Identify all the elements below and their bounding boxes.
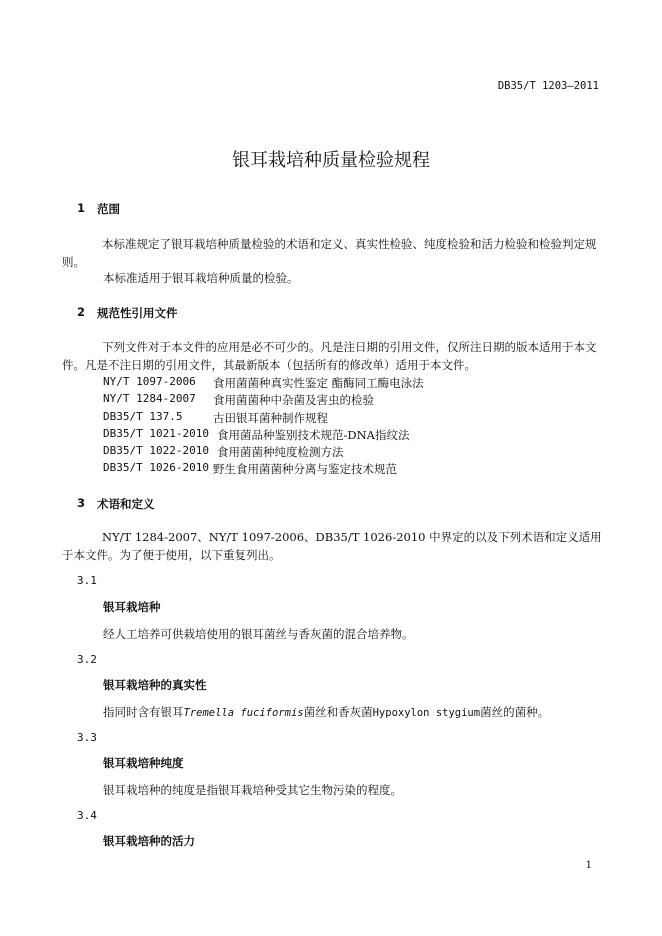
definition-text: 菌丝和香灰菌 (303, 705, 373, 719)
latin-name: Tremella fuciformis (183, 707, 304, 719)
section-1-paragraph-1-text: 本标准规定了银耳栽培种质量检验的术语和定义、真实性检验、纯度检验和活力检验和检验判定规则。 (62, 237, 597, 269)
document-title: 银耳栽培种质量检验规程 (232, 150, 430, 171)
section-3-paragraph-1-text: NY/T 1284-2007、NY/T 1097-2006、DB35/T 1026-2010 中界定的以及下列术语和定义适用于本文件。为了便于使用，以下重复列出。 (62, 530, 602, 562)
reference-title: 野生食用菌菌种分离与鉴定技术规范 (213, 462, 397, 476)
reference-title: 食用菌品种鉴别技术规范-DNA指纹法 (217, 428, 410, 442)
reference-code: NY/T 1284-2007 (103, 392, 196, 405)
page-number: 1 (585, 860, 592, 871)
definition-text: 菌丝的菌种。 (480, 705, 550, 719)
section-2-number: 2 (77, 305, 86, 319)
reference-code: DB35/T 137.5 (103, 410, 183, 423)
latin-name: Hypoxylon stygium (372, 707, 481, 719)
reference-title: 食用菌菌种真实性鉴定 酯酶同工酶电泳法 (213, 376, 424, 390)
clause-number: 3.2 (77, 653, 97, 666)
definition-text: 指同时含有银耳 (103, 705, 184, 719)
reference-title: 食用菌菌种中杂菌及害虫的检验 (213, 393, 374, 407)
section-1-paragraph-2: 本标准适用于银耳栽培种质量的检验。 (103, 271, 299, 285)
section-2-heading: 规范性引用文件 (97, 306, 178, 320)
term-definition: 经人工培养可供栽培使用的银耳菌丝与香灰菌的混合培养物。 (103, 627, 414, 641)
term-name: 银耳栽培种纯度 (103, 756, 184, 770)
term-name: 银耳栽培种的活力 (103, 834, 195, 848)
reference-title: 食用菌菌种纯度检测方法 (217, 445, 344, 459)
section-2-paragraph-1-text: 下列文件对于本文件的应用是必不可少的。凡是注日期的引用文件，仅所注日期的版本适用于本文件。凡是不注日期的引用文件，其最新版本（包括所有的修改单）适用于本文件。 (62, 340, 597, 372)
reference-code: DB35/T 1021-2010 (103, 427, 209, 440)
clause-number: 3.4 (77, 809, 97, 822)
reference-code: DB35/T 1022-2010 (103, 444, 209, 457)
term-definition: 银耳栽培种的纯度是指银耳栽培种受其它生物污染的程度。 (103, 783, 402, 797)
term-name: 银耳栽培种 (103, 600, 161, 614)
section-3-paragraph-1 (62, 528, 607, 564)
section-2-paragraph-1 (62, 338, 607, 374)
section-1-paragraph-1 (62, 235, 607, 271)
section-1-number: 1 (77, 201, 86, 215)
clause-number: 3.3 (77, 731, 97, 744)
term-name: 银耳栽培种的真实性 (103, 678, 207, 692)
reference-title: 古田银耳菌种制作规程 (213, 411, 328, 425)
section-3-heading: 术语和定义 (97, 497, 155, 511)
standard-code: DB35/T 1203—2011 (497, 80, 599, 92)
reference-code: DB35/T 1026-2010 (103, 461, 209, 474)
term-definition (103, 704, 549, 720)
clause-number: 3.1 (77, 574, 97, 587)
section-1-heading: 范围 (97, 202, 120, 216)
reference-code: NY/T 1097-2006 (103, 375, 196, 388)
section-3-number: 3 (77, 496, 86, 510)
